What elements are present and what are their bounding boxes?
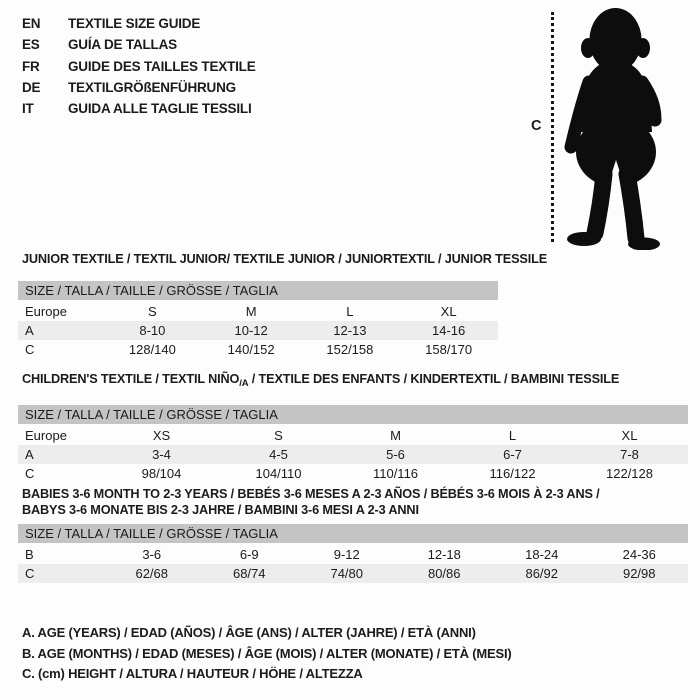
table-row [18,545,688,564]
note-b-age-months: B. AGE (MONTHS) / EDAD (MESES) / ÂGE (MOIS) / ALTER (MONATE) / ETÀ (MESI) [22,645,512,661]
height-cell: 122/128 [606,466,653,481]
size-cell: M [245,304,257,319]
row-label: Europe [25,304,67,319]
size-header-bar: SIZE / TALLA / TAILLE / GRÖSSE / TAGLIA [18,281,498,300]
age-cell: 24-36 [622,547,656,562]
age-cell: 12-18 [427,547,461,562]
height-cell: 116/122 [489,466,536,481]
table-row [18,340,498,359]
lang-row-en [22,13,256,34]
note-a-age-years: A. AGE (YEARS) / EDAD (AÑOS) / ÂGE (ANS) / ALTER (JAHRE) / ETÀ (ANNI) [22,625,476,640]
height-cell: 68/74 [232,566,266,581]
height-measure-dotted-line [551,12,554,242]
age-cell: 5-6 [386,447,405,462]
row-label: C [25,342,35,357]
height-cell: 152/158 [326,342,374,357]
lang-row-fr [22,56,256,77]
title-subscript: /A [239,378,249,389]
row-label: A [25,323,34,338]
row-label: C [25,566,35,581]
height-measure-label: C [531,118,542,134]
age-cell: 7-8 [620,447,639,462]
title-part: CHILDREN'S TEXTILE / TEXTIL NIÑO [22,372,240,386]
lang-title: TEXTILGRÖßENFÜHRUNG [68,80,236,96]
age-cell: 6-9 [239,547,259,562]
table-row [18,321,498,340]
size-header-bar: SIZE / TALLA / TAILLE / GRÖSSE / TAGLIA [18,524,688,543]
size-cell: S [274,428,283,443]
size-cell: S [148,304,157,319]
lang-code: IT [22,101,34,117]
lang-code: EN [22,16,41,32]
title-part: / TEXTILE DES ENFANTS / KINDERTEXTIL / BAMBINI TESSILE [248,372,620,386]
lang-row-it [22,98,256,119]
age-cell: 14-16 [432,323,466,338]
age-cell: 3-4 [152,447,171,462]
lang-title: GUÍA DE TALLAS [68,37,177,53]
height-cell: 92/98 [622,566,656,581]
age-cell: 4-5 [269,447,288,462]
size-cell: XL [621,428,638,443]
lang-title: TEXTILE SIZE GUIDE [68,16,201,32]
size-cell: XL [440,304,457,319]
table-row [18,564,688,583]
size-cell: L [346,304,354,319]
lang-code: DE [22,80,41,96]
lang-row-de [22,77,256,98]
height-cell: 140/152 [227,342,275,357]
size-cell: M [390,428,401,443]
age-cell: 12-13 [333,323,367,338]
lang-title: GUIDA ALLE TAGLIE TESSILI [68,101,252,117]
junior-table-title: JUNIOR TEXTILE / TEXTIL JUNIOR/ TEXTILE JUNIOR / JUNIORTEXTIL / JUNIOR TESSILE [22,252,548,266]
table-row [18,464,688,483]
height-cell: 158/170 [425,342,473,357]
age-cell: 18-24 [525,547,559,562]
childrens-table-title [18,371,688,392]
size-cell: XS [152,428,171,443]
height-cell: 86/92 [525,566,559,581]
height-cell: 98/104 [141,466,182,481]
height-cell: 128/140 [128,342,176,357]
size-cell: L [508,428,517,443]
age-cell: 10-12 [234,323,268,338]
language-title-list [22,13,256,119]
lang-title: GUIDE DES TAILLES TEXTILE [68,58,256,74]
height-cell: 62/68 [135,566,169,581]
legend-notes [22,623,512,685]
row-label: Europe [25,428,67,443]
height-cell: 104/110 [255,466,302,481]
age-cell: 8-10 [139,323,166,338]
row-label: B [25,547,34,562]
size-header-bar: SIZE / TALLA / TAILLE / GRÖSSE / TAGLIA [18,405,688,424]
age-cell: 9-12 [333,547,360,562]
row-label: C [25,466,35,481]
babies-size-table-section [18,486,688,583]
note-c-height-cm: C. (cm) HEIGHT / ALTURA / HAUTEUR / HÖHE / ALTEZZA [22,666,363,681]
lang-code: FR [22,58,40,74]
age-cell: 6-7 [503,447,522,462]
toddler-silhouette-image [558,2,698,250]
lang-row-es [22,34,256,55]
row-label: A [25,447,34,462]
table-row [18,426,688,445]
babies-table-title-line2: BABYS 3-6 MONATE BIS 2-3 JAHRE / BAMBINI 3-6 MESI A 2-3 ANNI [22,503,419,517]
age-cell: 3-6 [142,547,162,562]
junior-size-table-section [18,251,548,359]
lang-code: ES [22,37,40,53]
childrens-size-table-section [18,371,688,483]
table-row [18,302,498,321]
table-row [18,445,688,464]
height-cell: 110/116 [372,466,419,481]
height-cell: 74/80 [330,566,364,581]
height-cell: 80/86 [427,566,461,581]
babies-table-title-line1: BABIES 3-6 MONTH TO 2-3 YEARS / BEBÉS 3-6 MESES A 2-3 AÑOS / BÉBÉS 3-6 MOIS À 2-3 ANS / [22,487,600,501]
